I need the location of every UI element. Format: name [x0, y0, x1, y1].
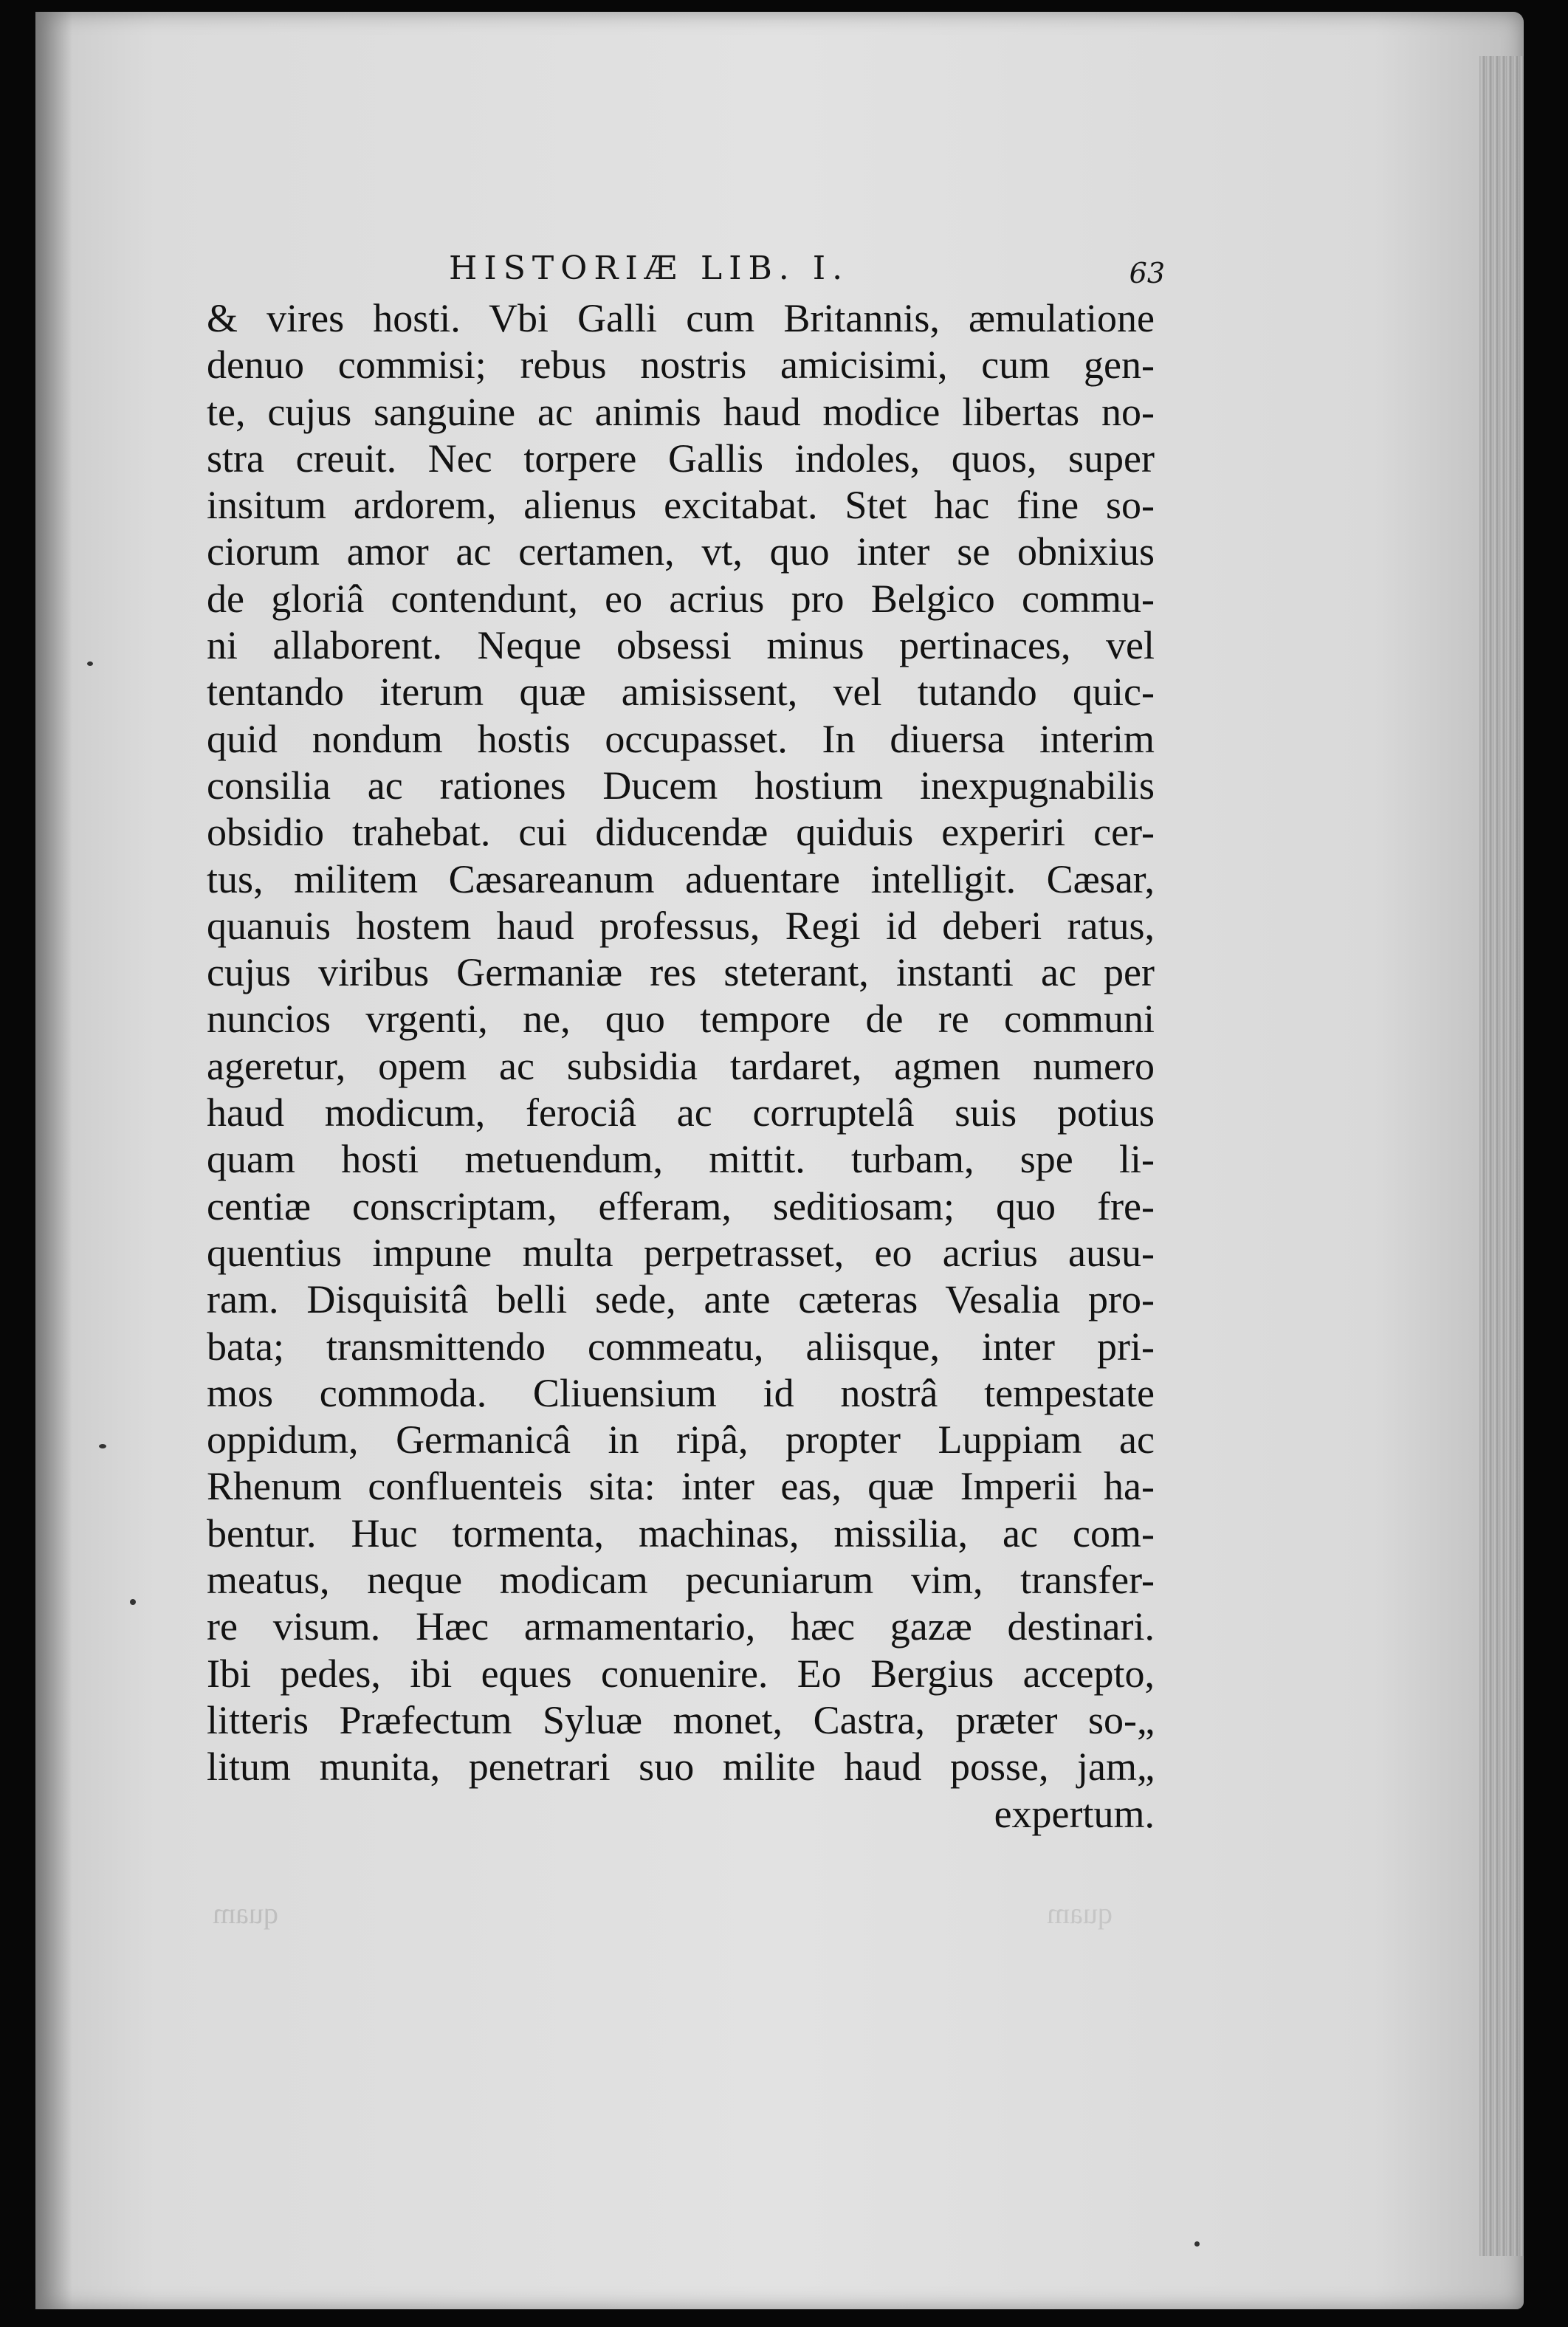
- ink-speck: [99, 1444, 106, 1448]
- gutter-shadow: [35, 12, 72, 2309]
- text-line: ageretur, opem ac subsidia tardaret, agmen numero: [207, 1043, 1155, 1088]
- text-line: re visum. Hæc armamentario, hæc gazæ destinari.: [207, 1604, 1155, 1649]
- page-edges: [1479, 56, 1524, 2256]
- text-line: & vires hosti. Vbi Galli cum Britannis, æmulatione: [207, 296, 1155, 340]
- paper-leaf: [35, 12, 1524, 2309]
- ink-speck: [130, 1599, 136, 1605]
- text-line: ram. Disquisitâ belli sede, ante cæteras Vesalia pro-: [207, 1277, 1155, 1322]
- text-line: denuo commisi; rebus nostris amicisimi, cum gen-: [207, 343, 1155, 388]
- text-line: haud modicum, ferociâ ac corruptelâ suis potius: [207, 1090, 1155, 1135]
- text-line: ni allaborent. Neque obsessi minus pertinaces, vel: [207, 623, 1155, 668]
- text-line: tentando iterum quæ amisissent, vel tutando quic-: [207, 670, 1155, 715]
- text-line: stra creuit. Nec torpere Gallis indoles, quos, super: [207, 436, 1155, 481]
- text-line: quanuis hostem haud professus, Regi id deberi ratus,: [207, 903, 1155, 948]
- text-line: Rhenum confluenteis sita: inter eas, quæ Imperii ha-: [207, 1464, 1155, 1509]
- running-head: [205, 250, 1165, 294]
- text-line: quentius impune multa perpetrasset, eo acrius ausu-: [207, 1230, 1155, 1275]
- text-line: consilia ac rationes Ducem hostium inexpugnabilis: [207, 763, 1155, 808]
- text-line: bata; transmittendo commeatu, aliisque, inter pri-: [207, 1324, 1155, 1369]
- text-line: ciorum amor ac certamen, vt, quo inter se obnixius: [207, 529, 1155, 574]
- text-line: nuncios vrgenti, ne, quo tempore de re communi: [207, 997, 1155, 1042]
- text-line: obsidio trahebat. cui diducendæ quiduis experiri cer-: [207, 810, 1155, 855]
- text-line: mos commoda. Cliuensium id nostrâ tempestate: [207, 1370, 1155, 1415]
- text-line: litum munita, penetrari suo milite haud posse, jam„: [207, 1745, 1155, 1790]
- text-line: quam hosti metuendum, mittit. turbam, spe li-: [207, 1137, 1155, 1182]
- text-line: bentur. Huc tormenta, machinas, missilia, ac com-: [207, 1510, 1155, 1556]
- text-line: Ibi pedes, ibi eques conuenire. Eo Bergius accepto,: [207, 1651, 1155, 1696]
- ink-speck: [87, 661, 93, 666]
- body-text: [207, 295, 1155, 1838]
- text-line: te, cujus sanguine ac animis haud modice libertas no-: [207, 389, 1155, 434]
- text-line: tus, militem Cæsareanum aduentare intelligit. Cæsar,: [207, 856, 1155, 901]
- page-number: 63: [1129, 257, 1165, 289]
- text-line: expertum.: [994, 1791, 1155, 1836]
- text-line: cujus viribus Germaniæ res steterant, instanti ac per: [207, 950, 1155, 995]
- text-line: meatus, neque modicam pecuniarum vim, transfer-: [207, 1558, 1155, 1603]
- running-head-title: HISTORIÆ LIB. I.: [449, 250, 850, 287]
- show-through-catchword-left: quam: [213, 1897, 278, 1930]
- show-through-catchword-right: quam: [1047, 1897, 1113, 1930]
- text-line: insitum ardorem, alienus excitabat. Stet hac fine so-: [207, 483, 1155, 528]
- text-line: centiæ conscriptam, efferam, seditiosam; quo fre-: [207, 1183, 1155, 1228]
- text-line: quid nondum hostis occupasset. In diuersa interim: [207, 716, 1155, 761]
- text-line: de gloriâ contendunt, eo acrius pro Belgico commu-: [207, 576, 1155, 621]
- text-line: litteris Præfectum Syluæ monet, Castra, præter so-„: [207, 1697, 1155, 1742]
- text-line: oppidum, Germanicâ in ripâ, propter Luppiam ac: [207, 1417, 1155, 1462]
- ink-speck: [1194, 2241, 1200, 2247]
